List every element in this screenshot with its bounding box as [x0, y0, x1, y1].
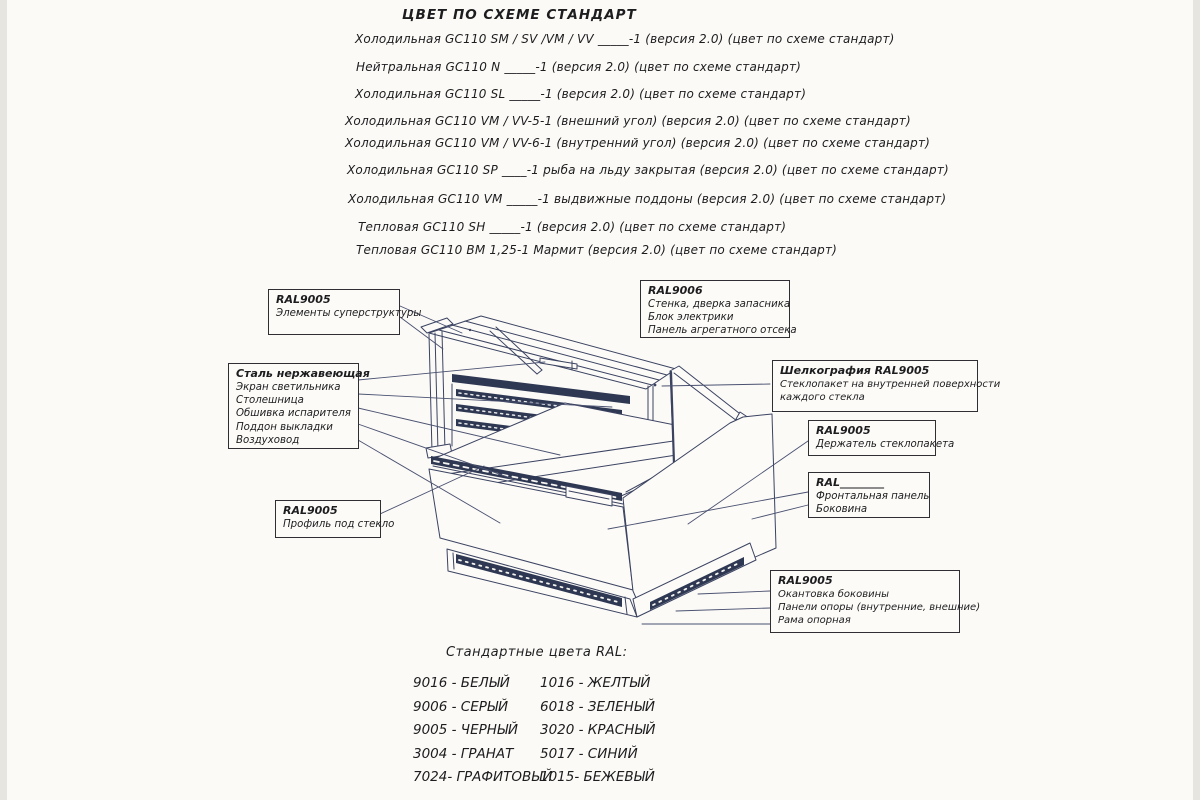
ral-code: RAL9006	[648, 284, 703, 297]
callout-line: Столешница	[236, 395, 304, 407]
ral-color-entry: 3004 - ГРАНАТ	[413, 745, 514, 762]
ral-code: RAL9005	[276, 293, 331, 306]
product-line: Тепловая GC110 ВМ 1,25-1 Мармит (версия 2.0) (цвет по схеме стандарт)	[356, 243, 838, 257]
ral-color-entry: 1015- БЕЖЕВЫЙ	[540, 769, 655, 785]
callout-line: Обшивка испарителя	[236, 408, 351, 420]
callout-stainless-steel	[228, 363, 370, 449]
callout-heading: Сталь нержавеющая	[236, 367, 370, 380]
callout-line: Фронтальная панель	[816, 491, 930, 502]
product-line: Тепловая GC110 SH _____-1 (версия 2.0) (цвет по схеме стандарт)	[358, 220, 787, 234]
callout-line: Поддон выкладки	[236, 421, 333, 433]
callout-line: Стенка, дверка запасника	[648, 299, 791, 310]
product-line: Холодильная GC110 VM / VV-6-1 (внутренний угол) (версия 2.0) (цвет по схеме стандарт)	[345, 136, 931, 150]
callout-line: Стеклопакет на внутренней поверхности	[780, 379, 1001, 390]
ral-color-entry: 9016 - БЕЛЫЙ	[413, 675, 510, 691]
ral-color-entry: 6018 - ЗЕЛЕНЫЙ	[540, 698, 655, 715]
callout-line: Профиль под стекло	[283, 519, 395, 530]
callout-glass-holder	[808, 420, 955, 456]
callout-line: Рама опорная	[778, 615, 851, 627]
page-title: ЦВЕТ ПО СХЕМЕ СТАНДАРТ	[402, 7, 637, 23]
callout-line: каждого стекла	[780, 392, 865, 404]
callout-front-panel	[808, 472, 930, 518]
product-line: Холодильная GC110 SP ____-1 рыба на льду закрытая (версия 2.0) (цвет по схеме стандарт)	[347, 163, 949, 177]
callout-line: Элементы суперструктуры	[276, 308, 422, 319]
callout-superstructure	[268, 289, 422, 335]
ral-color-column-1	[413, 672, 552, 790]
callout-base	[770, 570, 981, 633]
ral-color-entry: 5017 - СИНИЙ	[540, 745, 638, 762]
ral-color-column-2	[540, 672, 656, 790]
callout-line: Блок электрики	[648, 312, 734, 324]
ral-color-entry: 3020 - КРАСНЫЙ	[540, 722, 656, 738]
callout-line: Боковина	[816, 504, 868, 516]
product-line: Нейтральная GC110 N _____-1 (версия 2.0) (цвет по схеме стандарт)	[356, 60, 802, 74]
callout-rear-wall	[640, 280, 797, 338]
ral-code: RAL9005	[816, 424, 871, 437]
callout-silkscreen	[772, 360, 1001, 412]
callout-line: Панель агрегатного отсека	[648, 325, 797, 337]
ral-color-entry: 9005 - ЧЕРНЫЙ	[413, 722, 519, 738]
product-line: Холодильная GC110 VM / VV-5-1 (внешний угол) (версия 2.0) (цвет по схеме стандарт)	[345, 114, 911, 128]
product-line: Холодильная GC110 SM / SV /VM / VV _____-1 (версия 2.0) (цвет по схеме стандарт)	[355, 32, 895, 46]
callout-line: Воздуховод	[236, 434, 300, 446]
callout-line: Панели опоры (внутренние, внешние)	[778, 602, 981, 614]
ral-code: RAL9005	[283, 504, 338, 517]
ral-code: RAL9005	[778, 574, 833, 587]
callout-line: Держатель стеклопакета	[816, 439, 955, 450]
ral-color-entry: 1016 - ЖЕЛТЫЙ	[540, 675, 651, 691]
ral-code: Шелкография RAL9005	[780, 364, 930, 377]
product-line: Холодильная GC110 SL _____-1 (версия 2.0) (цвет по схеме стандарт)	[355, 87, 807, 101]
ral-color-entry: 9006 - СЕРЫЙ	[413, 698, 509, 715]
ral-list-heading: Стандартные цвета RAL:	[446, 645, 628, 660]
callout-line: Окантовка боковины	[778, 589, 890, 600]
ral-color-entry: 7024- ГРАФИТОВЫЙ	[413, 769, 553, 785]
ral-code: RAL________	[816, 476, 884, 489]
product-line: Холодильная GC110 VM _____-1 выдвижные поддоны (версия 2.0) (цвет по схеме стандарт)	[348, 192, 947, 206]
callout-line: Экран светильника	[236, 382, 341, 393]
callout-glass-profile	[275, 500, 395, 538]
